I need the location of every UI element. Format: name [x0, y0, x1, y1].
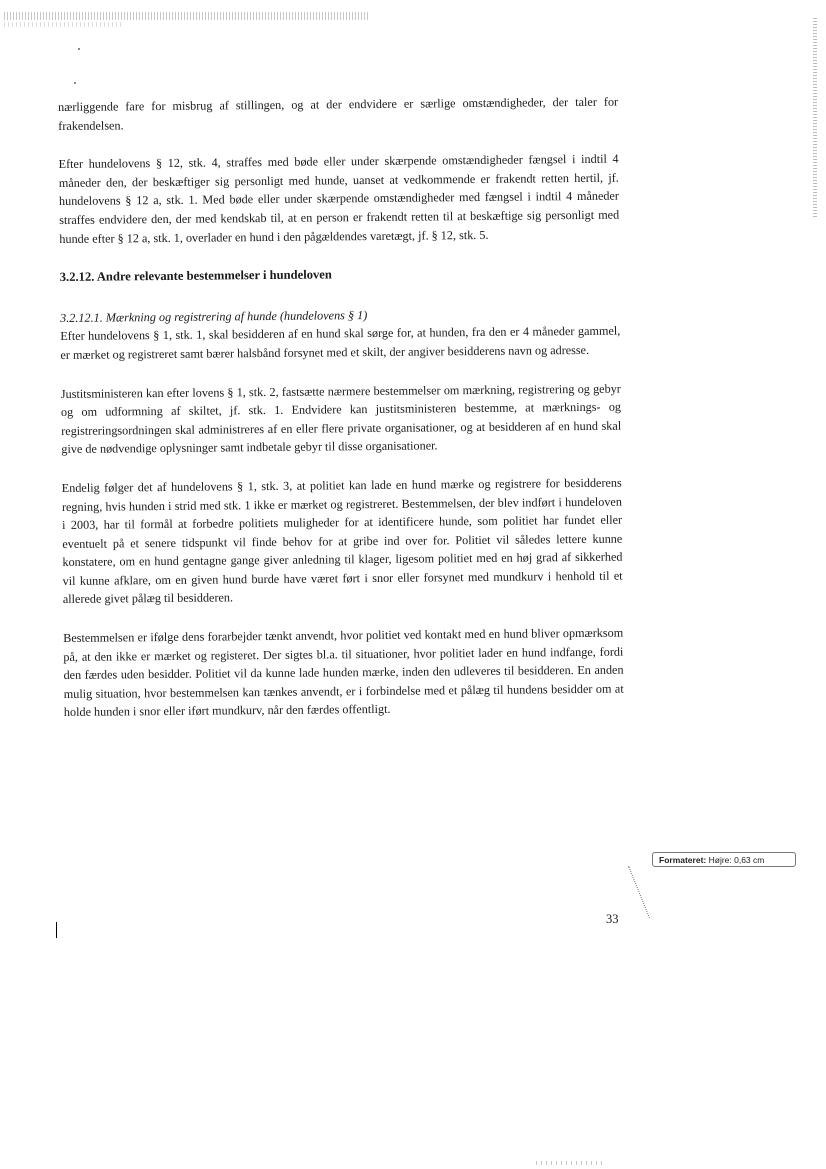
section-heading: 3.2.12. Andre relevante bestemmelser i hundeloven: [59, 267, 332, 285]
balloon-leader-line: [628, 866, 680, 918]
scan-artifact-bottom: [536, 1161, 606, 1165]
paragraph: Justitsministeren kan efter lovens § 1, stk. 2, fastsætte nærmere bestemmelser om mærkning, registrering og gebyr og om udformning af skiltet, jf. stk. 1. Endvidere kan justitsministeren bestemme, at mærknings- og registreringsordningen skal administreres af en eller flere private organisationer, og at besidderen af en hund skal give de nødvendige oplysninger samt indbetale gebyr til disse organisationer.: [60, 381, 622, 457]
tracked-change-balloon: [652, 852, 796, 867]
scan-speck: [74, 82, 76, 84]
paragraph: Efter hundelovens § 12, stk. 4, straffes med bøde eller under skærpende omstændigheder fængsel i indtil 4 måneder den, der beskæftiger sig personligt med hunde, uanset at vedkommende er frakendt retten hertil, jf. hundelovens § 12 a, stk. 1. Med bøde eller under skærpende omstændigheder med fængsel i indtil 4 måneder straffes endvidere den, der med kendskab til, at en person er frakendt retten til at beskæftige sig personligt med hunde efter § 12 a, stk. 1, overlader en hund i den pågældendes varetægt, jf. § 12, stk. 5.: [58, 151, 620, 246]
scan-speck: [78, 48, 80, 50]
scan-artifact-right: [813, 18, 817, 218]
paragraph: Bestemmelsen er ifølge dens forarbejder tænkt anvendt, hvor politiet ved kontakt med en hund bliver opmærksom på, at den ikke er mærket og registeret. Der sigtes bl.a. til situationer, hvor politiet lader en hund indfange, fordi den færdes uden besidder. Politiet vil da kunne lade hunden mærke, inden den udleveres til besidderen. En anden mulig situation, hvor bestemmelsen kan tænkes anvendt, er i forbindelse med et pålæg til hundens besidder om at holde hunden i snor eller iført mundkurv, når den færdes offentligt.: [63, 625, 624, 720]
scan-artifact-top-secondary: [4, 22, 124, 27]
document-body: [58, 93, 624, 742]
format-note-text: Højre: 0,63 cm: [708, 855, 765, 865]
subsection-heading: 3.2.12.1. Mærkning og registrering af hunde (hundelovens § 1): [60, 307, 368, 325]
format-note-label: Formateret:: [659, 855, 707, 865]
paragraph: Endelig følger det af hundelovens § 1, stk. 3, at politiet kan lade en hund mærke og registrere for besidderens regning, hvis hunden i strid med stk. 1 ikke er mærket og registreret. Bestemmelsen, der blev indført i hundeloven i 2003, har til formål at forbedre politiets muligheder for at identificere hunde, som politiet har fundet eller eventuelt på et senere tidspunkt vil finde behov for at gribe ind over for. Politiet vil således lettere kunne konstatere, om en hund gentagne gange giver anledning til klager, ligesom politiet med en høj grad af sikkerhed vil kunne afklare, om en given hund burde have været ført i snor eller forsynet med mundkurv i henhold til et allerede givet pålæg til besidderen.: [61, 475, 623, 607]
paragraph: Efter hundelovens § 1, stk. 1, skal besidderen af en hund skal sørge for, at hunden, fra den er 4 måneder gammel, er mærket og registreret samt bærer halsbånd forsynet med et skilt, der angiver besidderens navn og adresse.: [60, 323, 621, 362]
change-bar: [56, 922, 57, 938]
paragraph: nærliggende fare for misbrug af stillingen, og at der endvidere er særlige omstændigheder, der taler for frakendelsen.: [58, 94, 619, 133]
scan-artifact-top: [4, 12, 368, 20]
page-number: 33: [606, 912, 619, 926]
